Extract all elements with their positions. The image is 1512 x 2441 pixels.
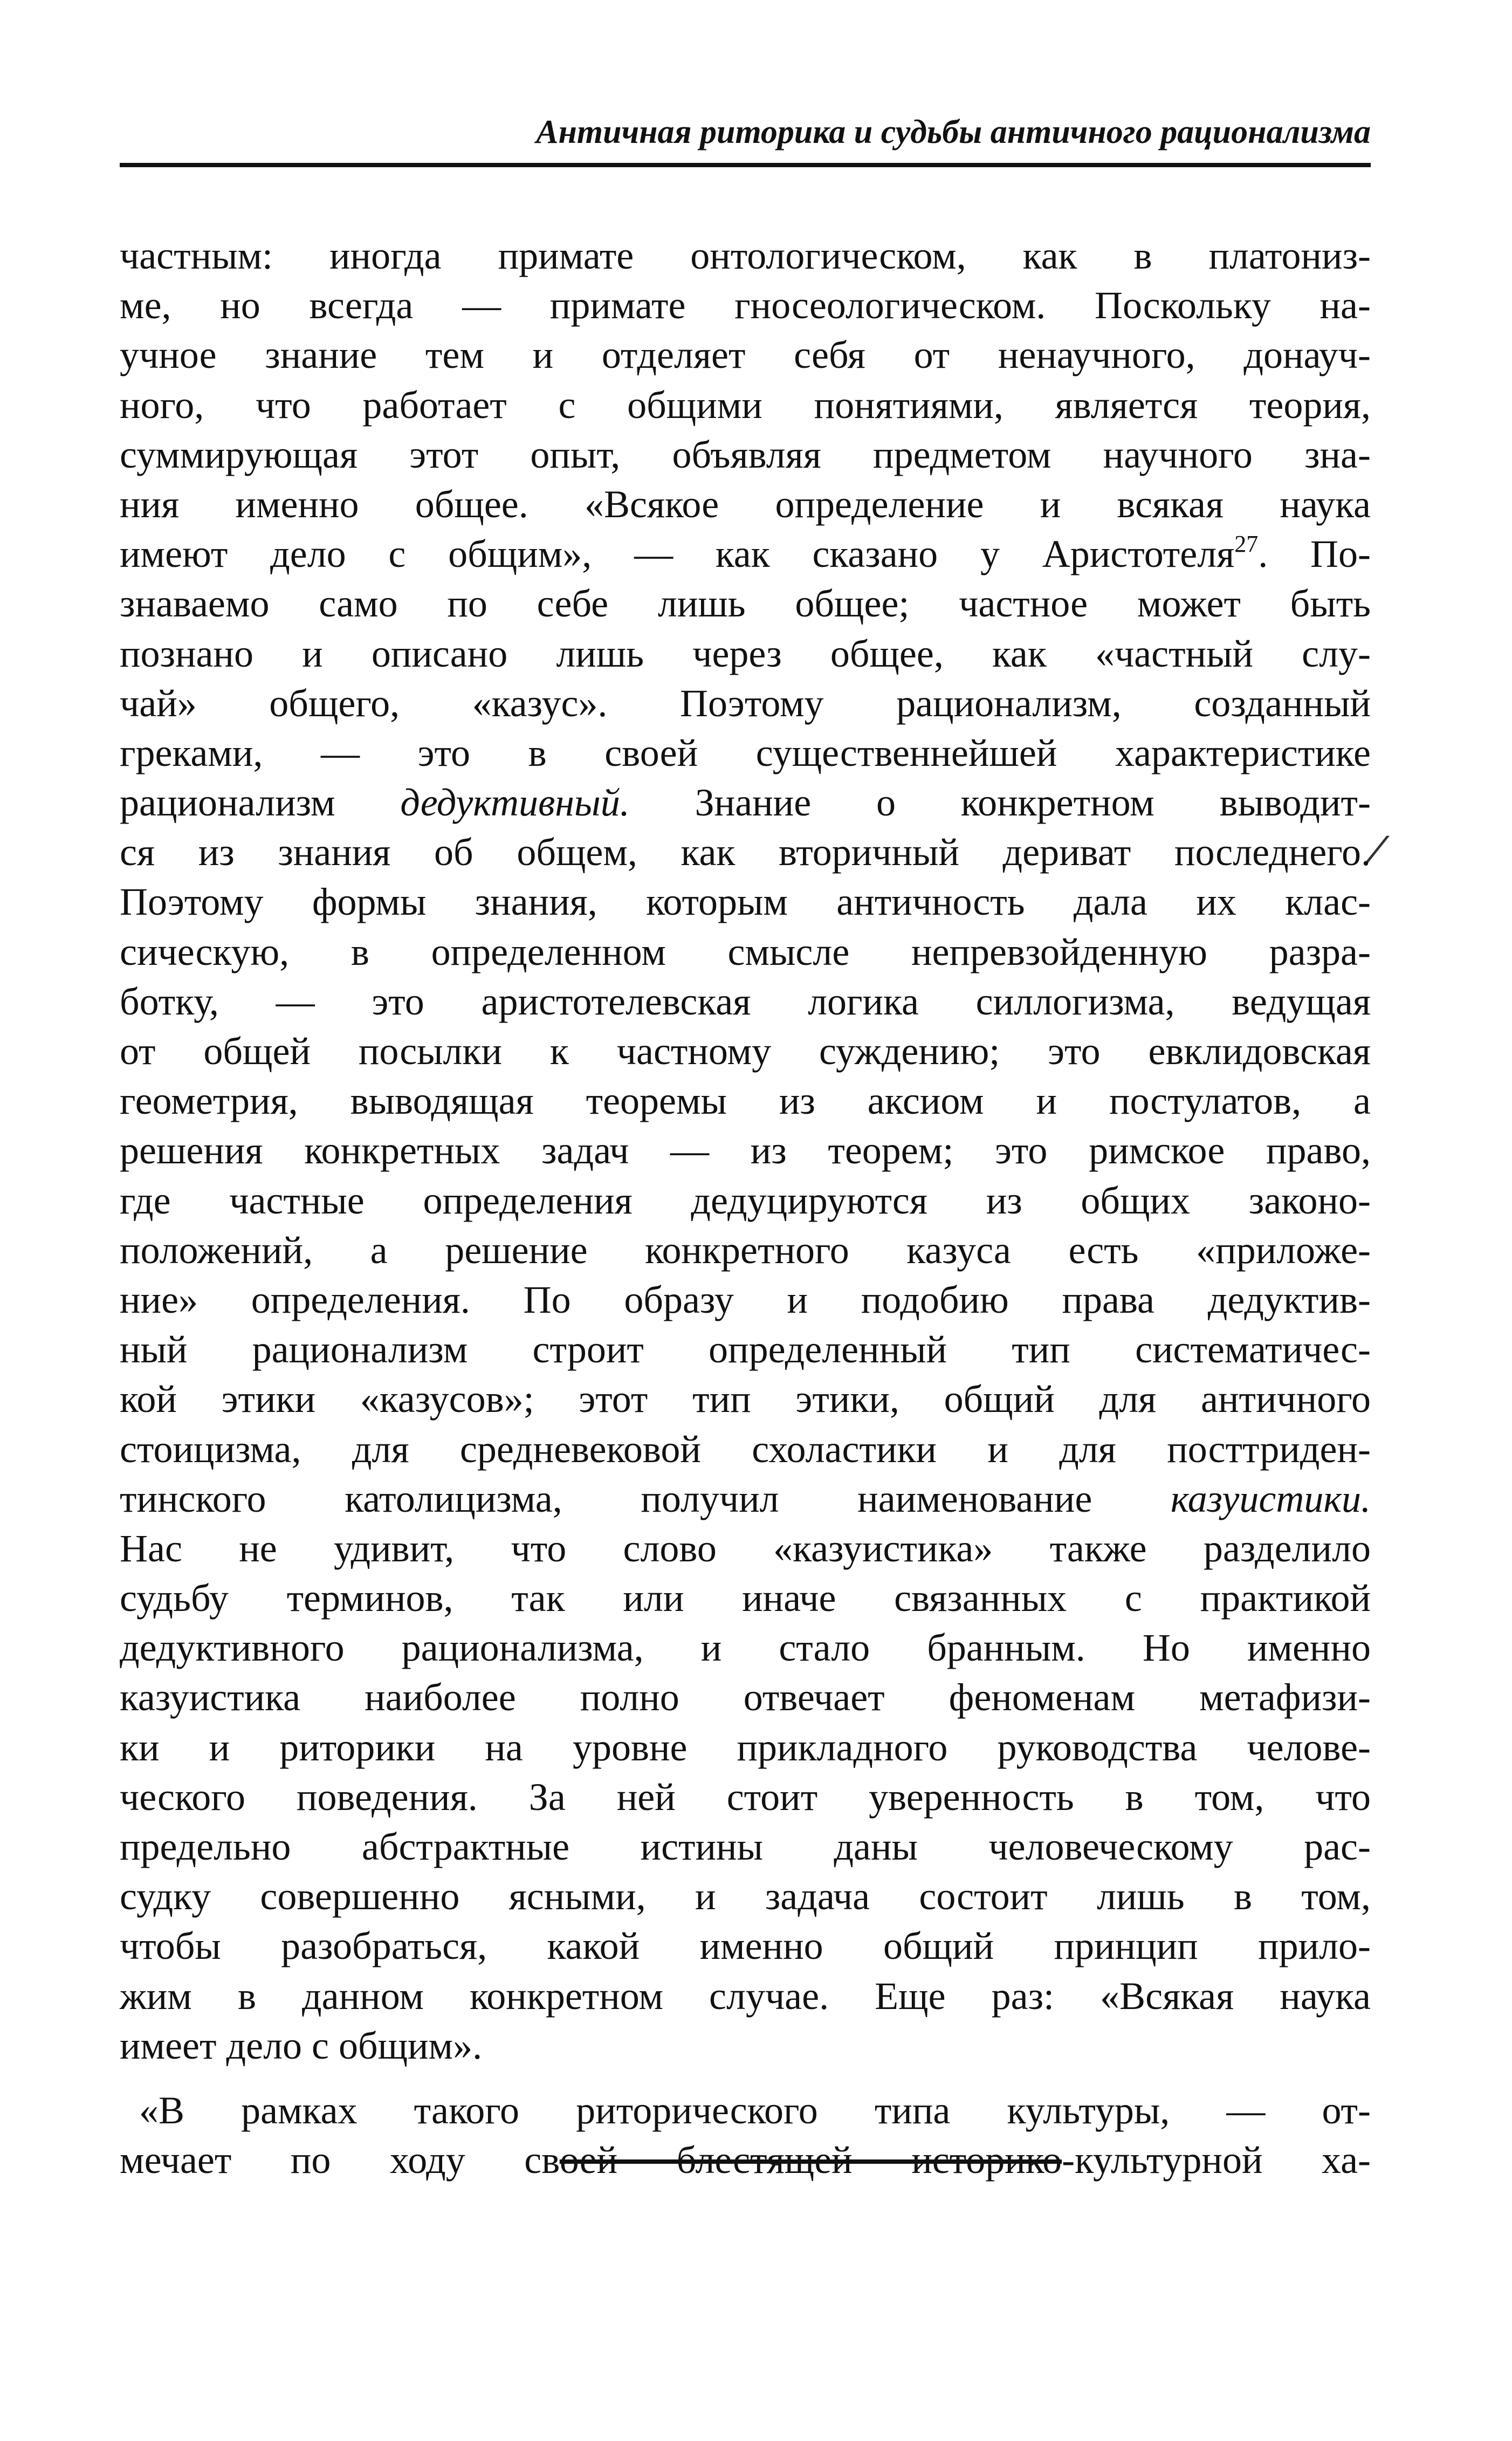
- text-line-19: решения конкретных задач — из теорем; это римское право,: [120, 1129, 1371, 1172]
- text-line-4: ного, что работает с общими понятиями, является теория,: [120, 383, 1371, 427]
- text-line-18: геометрия, выводящая теоремы из аксиом и постулатов, а: [120, 1079, 1371, 1123]
- text-line-15: сическую, в определенном смысле непревзойденную разра-: [120, 930, 1371, 973]
- text-line-6: ния именно общее. «Всякое определение и всякая наука: [120, 482, 1371, 526]
- text-line-5: суммирующая этот опыт, объявляя предметом научного зна-: [120, 433, 1371, 476]
- text-line-13: ся из знания об общем, как вторичный дериват последнего.: [120, 831, 1371, 874]
- text-line-39: мечает по ходу своей блестящей историко-культурной ха-: [120, 2138, 1371, 2182]
- header-rule: [120, 163, 1371, 167]
- text-line-29: дедуктивного рационализма, и стало бранным. Но именно: [120, 1626, 1371, 1670]
- text-line-36: жим в данном конкретном случае. Еще раз: «Всякая наука: [120, 1974, 1371, 2018]
- text-line-14: Поэтому формы знания, которым античность дала их клас-: [120, 880, 1371, 924]
- margin-pencil-mark: ⁄: [1374, 829, 1380, 872]
- text-line-10: чай» общего, «казус». Поэтому рационализм, созданный: [120, 681, 1371, 725]
- text-line-37: имеет дело с общим».: [120, 2024, 483, 2067]
- running-head: Античная риторика и судьбы античного рационализма: [536, 114, 1371, 150]
- text-line-16: ботку, — это аристотелевская логика силлогизма, ведущая: [120, 979, 1371, 1023]
- text-line-32: ческого поведения. За ней стоит уверенность в том, что: [120, 1775, 1371, 1819]
- text-line-38: «В рамках такого риторического типа культуры, — от-: [139, 2088, 1371, 2132]
- text-line-26: тинского католицизма, получил наименование казуистики.: [120, 1477, 1371, 1520]
- text-line-24: кой этики «казусов»; этот тип этики, общий для античного: [120, 1377, 1371, 1421]
- text-line-31: ки и риторики на уровне прикладного руководства челове-: [120, 1725, 1371, 1769]
- text-line-2: ме, но всегда — примате гносеологическом. Поскольку на-: [120, 284, 1371, 327]
- text-line-17: от общей посылки к частному суждению; это евклидовская: [120, 1030, 1371, 1073]
- italic-term-casuistry: казуистики.: [1170, 1477, 1371, 1520]
- text-line-20: где частные определения дедуцируются из общих законо-: [120, 1178, 1371, 1222]
- footnote-ref-27: 27: [1234, 531, 1259, 558]
- text-line-3: учное знание тем и отделяет себя от ненаучного, донауч-: [120, 333, 1371, 377]
- italic-term-deductive: дедуктивный.: [400, 781, 630, 825]
- text-line-8: знаваемо само по себе лишь общее; частное может быть: [120, 582, 1371, 626]
- text-line-34: судку совершенно ясными, и задача состоит лишь в том,: [120, 1875, 1371, 1918]
- text-line-7: имеют дело с общим», — как сказано у Аристотеля$^{27}$. По-: [120, 531, 1371, 576]
- text-line-11: греками, — это в своей существеннейшей характеристике: [120, 731, 1371, 774]
- body-text: [120, 231, 1371, 2185]
- text-line-35: чтобы разобраться, какой именно общий принцип прило-: [120, 1924, 1371, 1968]
- text-line-9: познано и описано лишь через общее, как «частный слу-: [120, 632, 1371, 675]
- text-line-12: рационализм дедуктивный. Знание о конкретном выводит-: [120, 781, 1371, 825]
- text-line-30: казуистика наиболее полно отвечает феноменам метафизи-: [120, 1676, 1371, 1719]
- text-line-21: положений, а решение конкретного казуса есть «приложе-: [120, 1228, 1371, 1272]
- text-line-27: Нас не удивит, что слово «казуистика» также разделило: [120, 1526, 1371, 1570]
- struck-through-text: оей блестящей историко: [559, 2138, 1062, 2182]
- text-line-25: стоицизма, для средневековой схоластики и для посттриден-: [120, 1427, 1371, 1471]
- text-line-1: частным: иногда примате онтологическом, как в платониз-: [120, 234, 1371, 277]
- text-line-23: ный рационализм строит определенный тип систематичес-: [120, 1328, 1371, 1372]
- text-line-28: судьбу терминов, так или иначе связанных с практикой: [120, 1576, 1371, 1620]
- text-line-33: предельно абстрактные истины даны человеческому рас-: [120, 1825, 1371, 1868]
- text-line-22: ние» определения. По образу и подобию права дедуктив-: [120, 1278, 1371, 1321]
